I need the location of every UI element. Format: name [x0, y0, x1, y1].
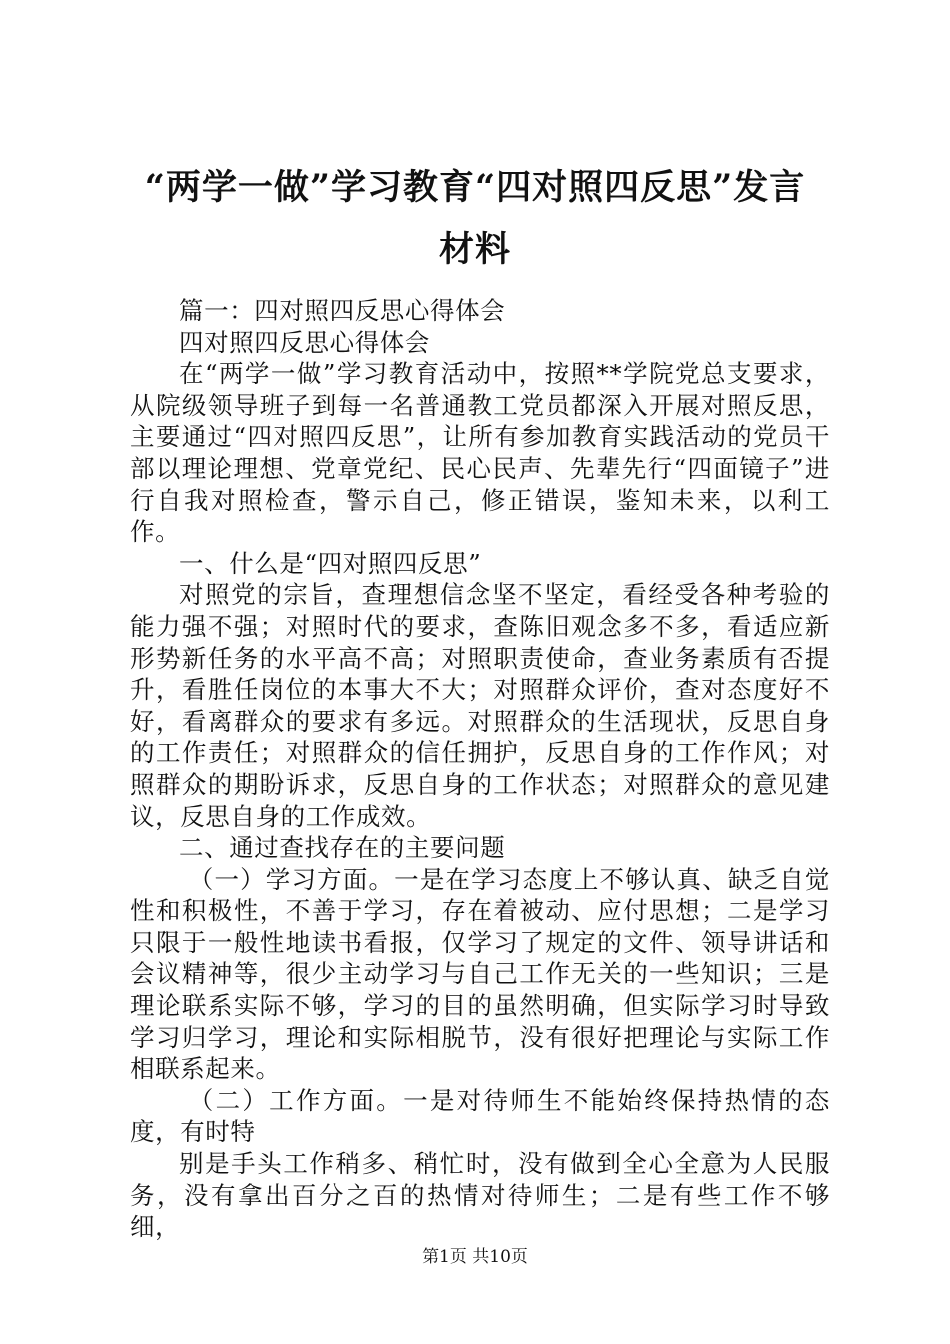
section-heading-two: 二、通过查找存在的主要问题	[179, 833, 506, 863]
document-body	[130, 295, 830, 1243]
section-heading-part-one: 篇一：四对照四反思心得体会	[179, 296, 506, 325]
document-title-line-2: 材料	[438, 229, 511, 270]
document-title-line-1: “两学一做”学习教育“四对照四反思”发言	[144, 167, 806, 208]
section-heading-one: 一、什么是“四对照四反思”	[179, 548, 482, 578]
page-number: 第1页 共10页	[422, 1247, 528, 1267]
body-paragraph: （二）工作方面。一是对待师生不能始终保持热情的态度，有时特	[130, 1085, 830, 1147]
body-paragraph: 在“两学一做”学习教育活动中，按照**学院党总支要求，从院级领导班子到每一名普通教工党员都深入开展对照反思，主要通过“四对照四反思”，让所有参加教育实践活动的党员干部以理论理想、党章党纪、民心民声、先辈先行“四面镜子”进行自我对照检查，警示自己，修正错误，鉴知未来，以利工作。	[130, 359, 830, 547]
body-paragraph: （一）学习方面。一是在学习态度上不够认真、缺乏自觉性和积极性，不善于学习，存在着被动、应付思想；二是学习只限于一般性地读书看报，仅学习了规定的文件、领导讲话和会议精神等，很少主动学习与自己工作无关的一些知识；三是理论联系实际不够，学习的目的虽然明确，但实际学习时导致学习归学习，理论和实际相脱节，没有很好把理论与实际工作相联系起来。	[130, 864, 830, 1084]
body-paragraph: 别是手头工作稍多、稍忙时，没有做到全心全意为人民服务，没有拿出百分之百的热情对待师生；二是有些工作不够细，	[130, 1149, 830, 1242]
body-paragraph: 对照党的宗旨，查理想信念坚不坚定，看经受各种考验的能力强不强；对照时代的要求，查陈旧观念多不多，看适应新形势新任务的水平高不高；对照职责使命，查业务素质有否提升，看胜任岗位的本事大不大；对照群众评价，查对态度好不好，看离群众的要求有多远。对照群众的生活现状，反思自身的工作责任；对照群众的信任拥护，反思自身的工作作风；对照群众的期盼诉求，反思自身的工作状态；对照群众的意见建议，反思自身的工作成效。	[130, 580, 830, 831]
subtitle: 四对照四反思心得体会	[179, 327, 430, 357]
